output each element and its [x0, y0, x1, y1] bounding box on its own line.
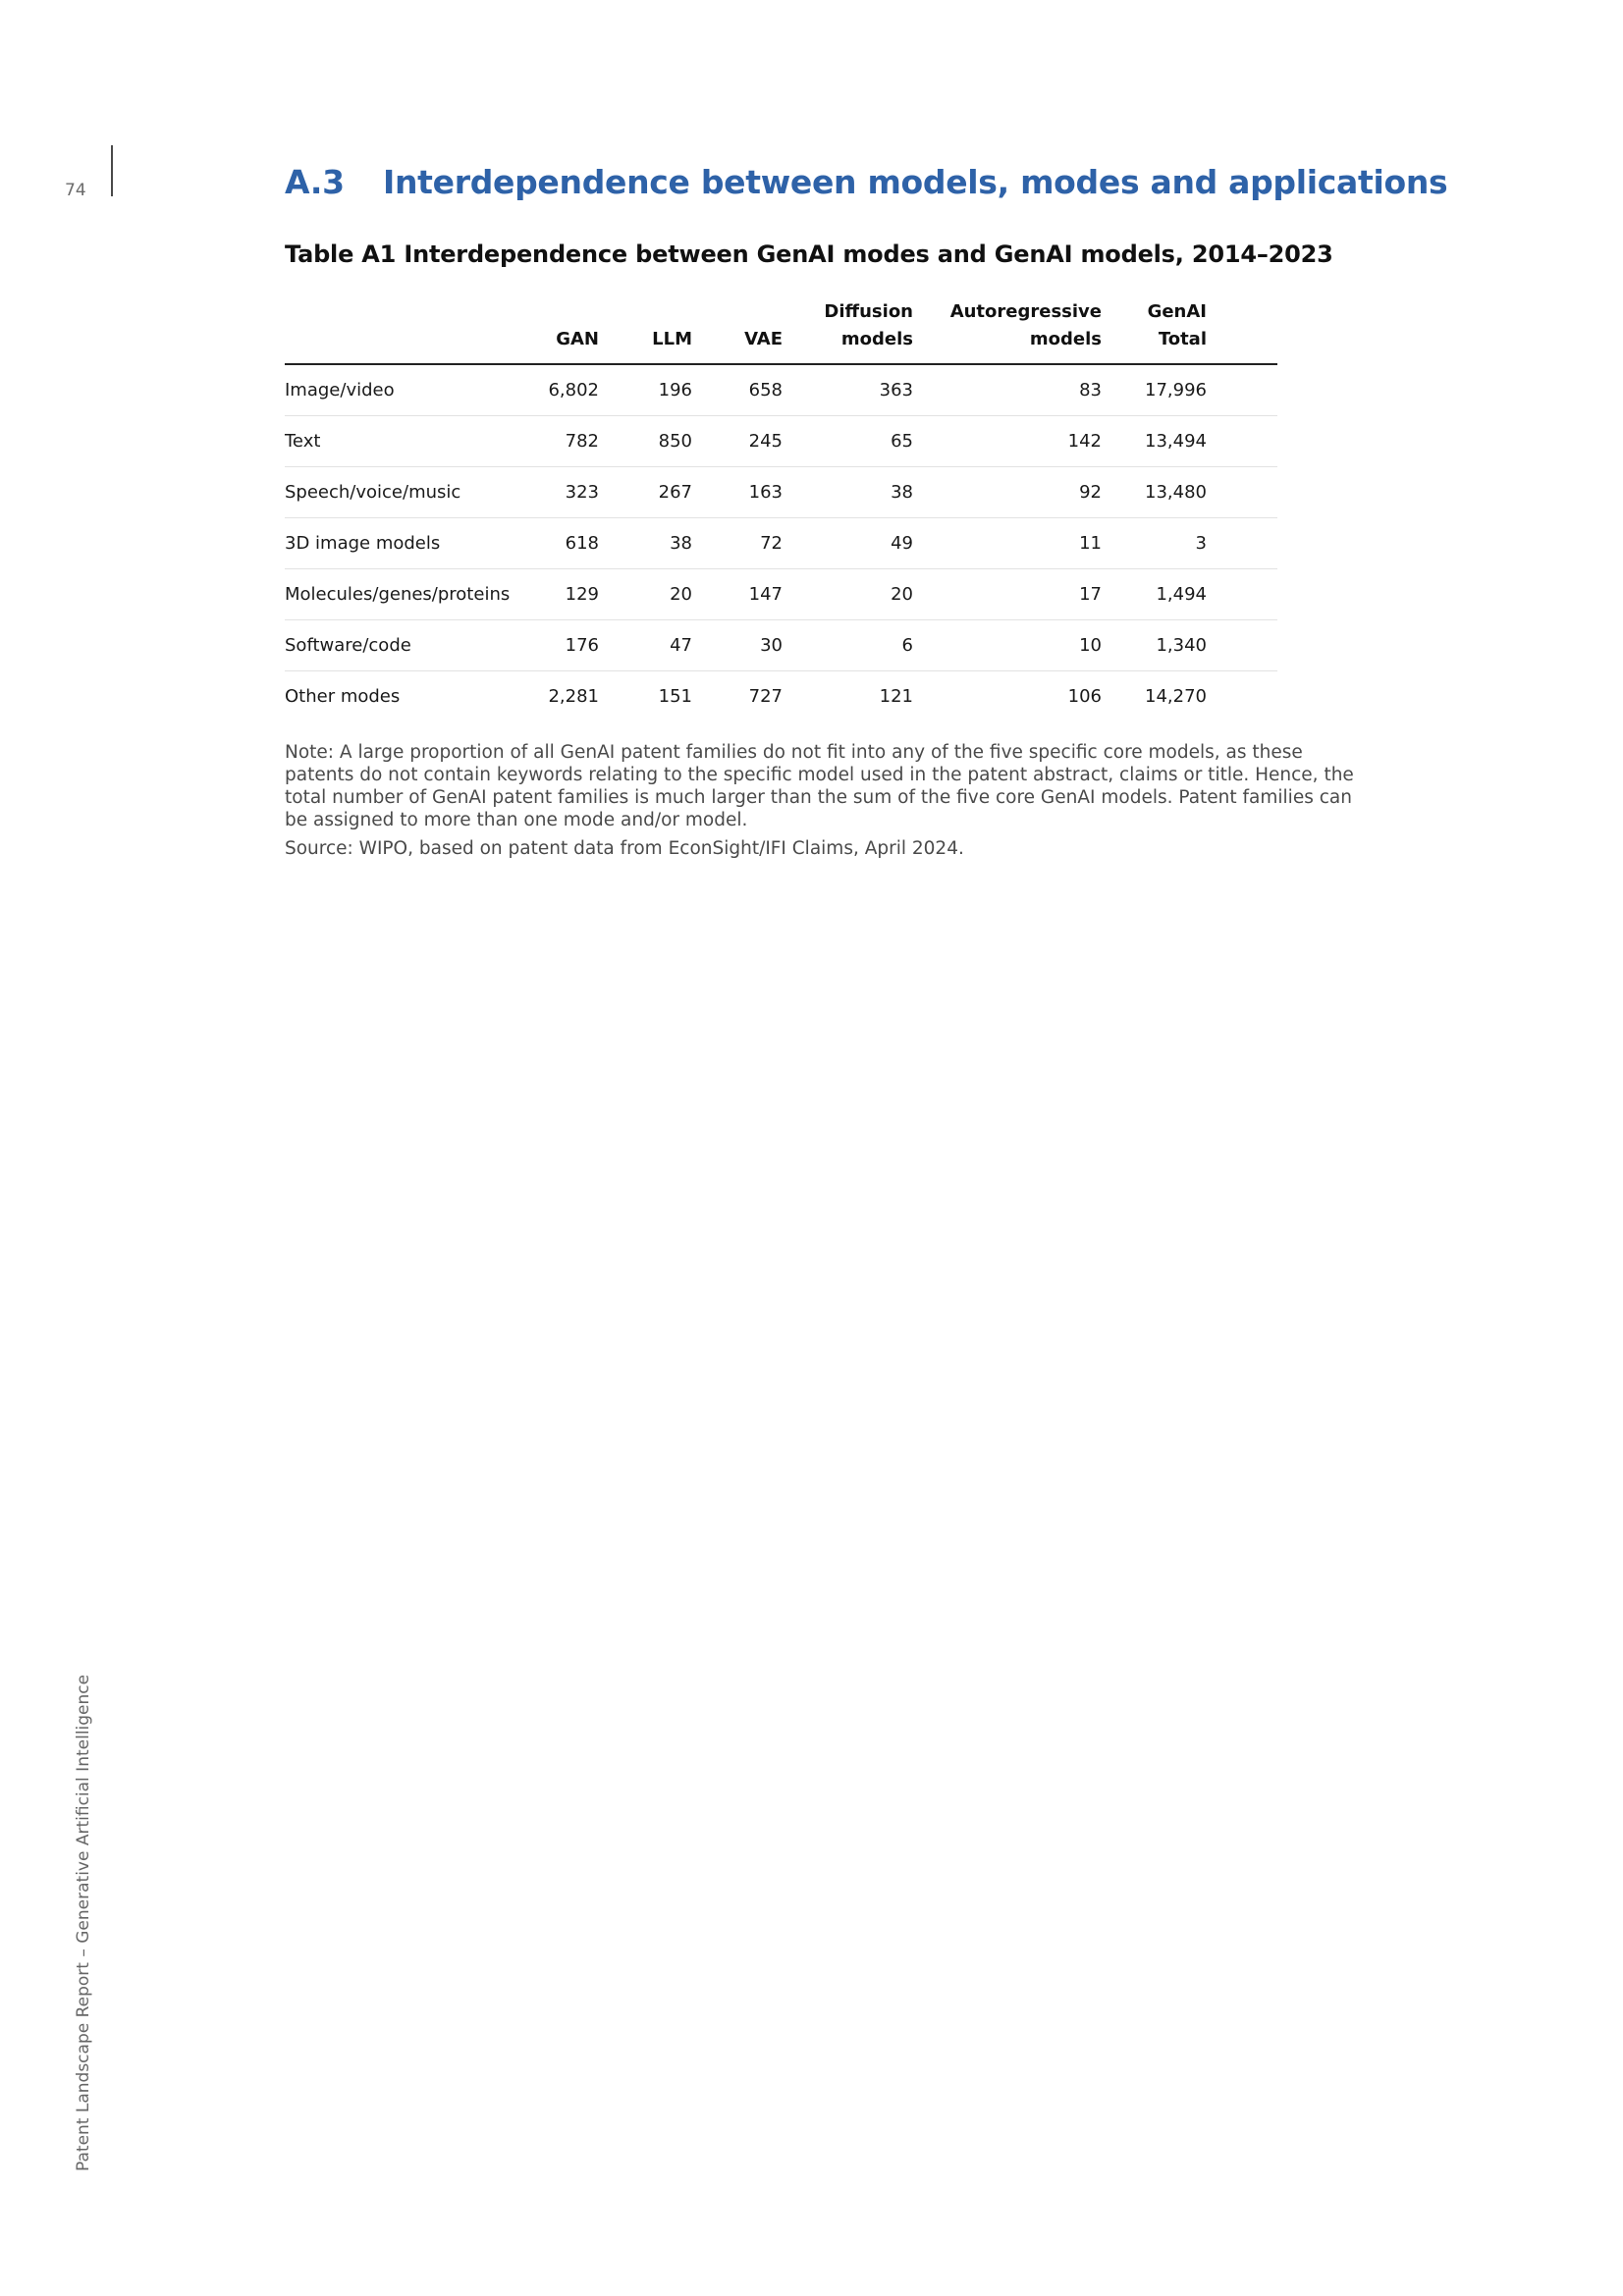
table-cell: 147: [692, 569, 783, 620]
table-cell: 47: [599, 620, 692, 671]
table-cell: 1,494: [1102, 569, 1207, 620]
spacer-cell: [1207, 620, 1277, 671]
table-cell: 323: [535, 467, 599, 518]
table-cell: 17: [913, 569, 1102, 620]
table-cell: 363: [783, 364, 913, 416]
table-cell: 10: [913, 620, 1102, 671]
table-cell: 20: [783, 569, 913, 620]
table-cell: 6,802: [535, 364, 599, 416]
table-cell: 850: [599, 416, 692, 467]
spacer-cell: [1207, 467, 1277, 518]
table-cell: 11: [913, 518, 1102, 569]
column-header: LLM: [599, 298, 692, 364]
row-label: Text: [285, 416, 535, 467]
column-header: GenAI Total: [1102, 298, 1207, 364]
column-header: Diffusion models: [783, 298, 913, 364]
running-footer: Patent Landscape Report – Generative Artificial Intelligence: [74, 1674, 93, 2171]
table-cell: 129: [535, 569, 599, 620]
table-cell: 6: [783, 620, 913, 671]
margin-rule: [111, 145, 113, 196]
table-cell: 267: [599, 467, 692, 518]
section-title: Interdependence between models, modes and applications: [383, 163, 1448, 201]
spacer-cell: [1207, 364, 1277, 416]
table-cell: 30: [692, 620, 783, 671]
table-cell: 2,281: [548, 686, 599, 707]
table-cell: 38: [783, 467, 913, 518]
table-header-row: [285, 298, 1277, 364]
table-cell: 3: [1102, 518, 1207, 569]
table-cell: 13,480: [1102, 467, 1207, 518]
column-header: Autoregressive models: [913, 298, 1102, 364]
table-cell: 1,340: [1102, 620, 1207, 671]
row-label: Speech/voice/music: [285, 467, 535, 518]
table-row: [285, 671, 1277, 722]
section-number: A.3: [285, 163, 345, 201]
table-cell: 727: [748, 686, 783, 707]
column-header: VAE: [692, 298, 783, 364]
table-cell: 658: [692, 364, 783, 416]
table-cell: 245: [692, 416, 783, 467]
table-cell: 163: [692, 467, 783, 518]
data-table: [285, 298, 1277, 721]
table-cell: 20: [599, 569, 692, 620]
table-row: [285, 620, 1277, 671]
table-cell: 13,494: [1102, 416, 1207, 467]
page-number: 74: [65, 181, 86, 200]
table-row: [285, 416, 1277, 467]
spacer-cell: [1207, 671, 1277, 722]
table-title: Table A1 Interdependence between GenAI modes and GenAI models, 2014–2023: [285, 240, 1333, 268]
table-cell: 65: [783, 416, 913, 467]
row-label: 3D image models: [285, 518, 535, 569]
section-heading: [285, 163, 1447, 201]
table-cell: 176: [535, 620, 599, 671]
table-cell: 83: [913, 364, 1102, 416]
table-source: Source: WIPO, based on patent data from EconSight/IFI Claims, April 2024.: [285, 838, 964, 859]
column-header: GAN: [535, 298, 599, 364]
table-cell: 782: [535, 416, 599, 467]
table-note: Note: A large proportion of all GenAI patent families do not fit into any of the five specific core models, as these patents do not contain keywords relating to the specific model used in the patent abstract, claims or title. Hence, the total number of GenAI patent families is much larger than the sum of the five core GenAI models. Patent families can be assigned to more than one mode and/or model.: [285, 742, 1354, 830]
table-cell: 72: [692, 518, 783, 569]
table-cell: 142: [913, 416, 1102, 467]
table-cell: 17,996: [1102, 364, 1207, 416]
table-cell: 92: [913, 467, 1102, 518]
row-label: Molecules/genes/proteins: [285, 569, 535, 620]
header-label-cell: [285, 298, 535, 364]
table-row: [285, 518, 1277, 569]
table-cell: 618: [535, 518, 599, 569]
row-label: Other modes: [285, 686, 401, 707]
table-row: [285, 467, 1277, 518]
table-cell: 49: [783, 518, 913, 569]
table-row: [285, 364, 1277, 416]
header-spacer-cell: [1207, 298, 1277, 364]
table-cell: 106: [1067, 686, 1102, 707]
table-cell: 14,270: [1145, 686, 1207, 707]
table-row: [285, 569, 1277, 620]
spacer-cell: [1207, 569, 1277, 620]
table-cell: 196: [599, 364, 692, 416]
spacer-cell: [1207, 416, 1277, 467]
table-cell: 151: [658, 686, 692, 707]
table-cell: 38: [599, 518, 692, 569]
row-label: Software/code: [285, 620, 535, 671]
row-label: Image/video: [285, 364, 535, 416]
spacer-cell: [1207, 518, 1277, 569]
table-cell: 121: [879, 686, 913, 707]
